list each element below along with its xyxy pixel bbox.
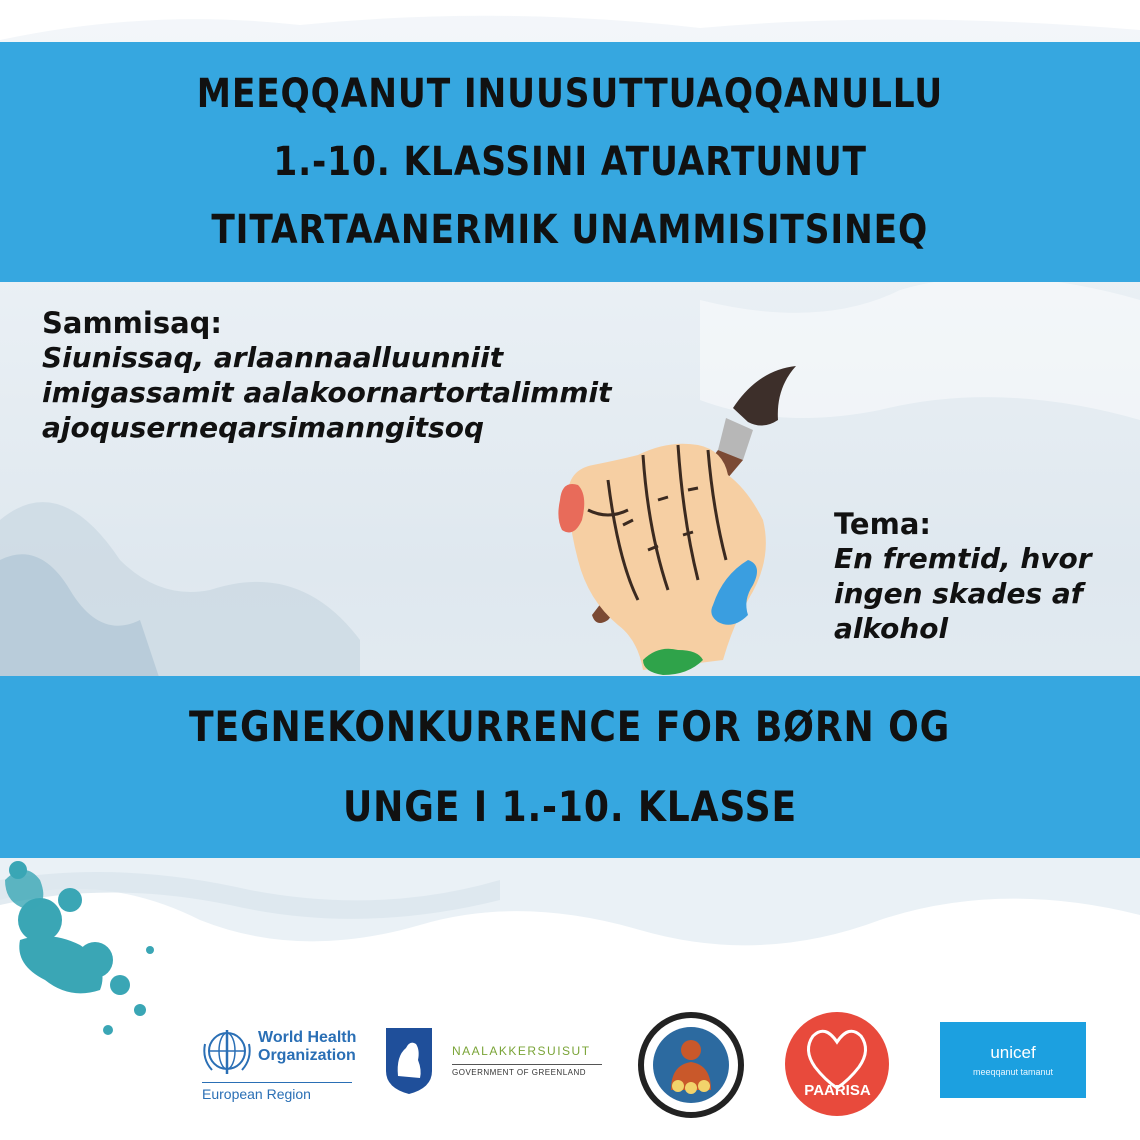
headline-bottom-line-1: TEGNEKONKURRENCE FOR BØRN OG [189, 702, 951, 751]
naalakkersuisut-text: NAALAKKERSUISUT [452, 1044, 591, 1058]
who-name-line-2: Organization [258, 1047, 356, 1064]
greenland-crest-icon [384, 1026, 434, 1096]
sammisaq-label: Sammisaq: [42, 306, 223, 340]
paarisa-logo [785, 1012, 890, 1117]
who-name-line-1: World Health [258, 1029, 357, 1046]
who-emblem-icon [200, 1024, 254, 1078]
greenland-government-logo [452, 1044, 607, 1084]
headline-line-3: TITARTAANERMIK UNAMMISITSINEQ [211, 207, 929, 253]
who-region: European Region [202, 1086, 311, 1102]
headline-banner-bottom [0, 676, 1140, 858]
headline-banner-top [0, 42, 1140, 282]
unicef-name: unicef [990, 1043, 1036, 1062]
health-council-emblem-icon [636, 1010, 746, 1120]
tema-label: Tema: [834, 507, 931, 541]
sammisaq-line-2: imigassamit aalakoornartortalimmit [42, 376, 612, 409]
sponsor-logos [0, 1010, 1140, 1120]
tema-line-1: En fremtid, hvor [834, 542, 1092, 575]
tema-line-2: ingen skades af [834, 577, 1083, 610]
paintbrush-hand-illustration [548, 360, 818, 680]
unicef-sub: meeqqanut tamanut [972, 1067, 1054, 1077]
headline-line-1: MEEQQANUT INUUSUTTUAQQANULLU [196, 71, 944, 117]
tema-block [834, 507, 1124, 646]
paarisa-name: PAARISA [804, 1082, 871, 1099]
paarisa-heart-icon [785, 1012, 890, 1117]
headline-line-2: 1.-10. KLASSINI ATUARTUNUT [273, 139, 867, 185]
who-logo [198, 1022, 358, 1102]
sammisaq-line-3: ajoquserneqarsimanngitsoq [42, 411, 485, 444]
headline-bottom-line-2: UNGE I 1.-10. KLASSE [342, 782, 798, 831]
sammisaq-line-1: Siunissaq, arlaannaalluunniit [42, 341, 504, 374]
government-text: GOVERNMENT OF GREENLAND [452, 1068, 587, 1077]
unicef-logo [940, 1022, 1086, 1098]
tema-line-3: alkohol [834, 612, 949, 645]
